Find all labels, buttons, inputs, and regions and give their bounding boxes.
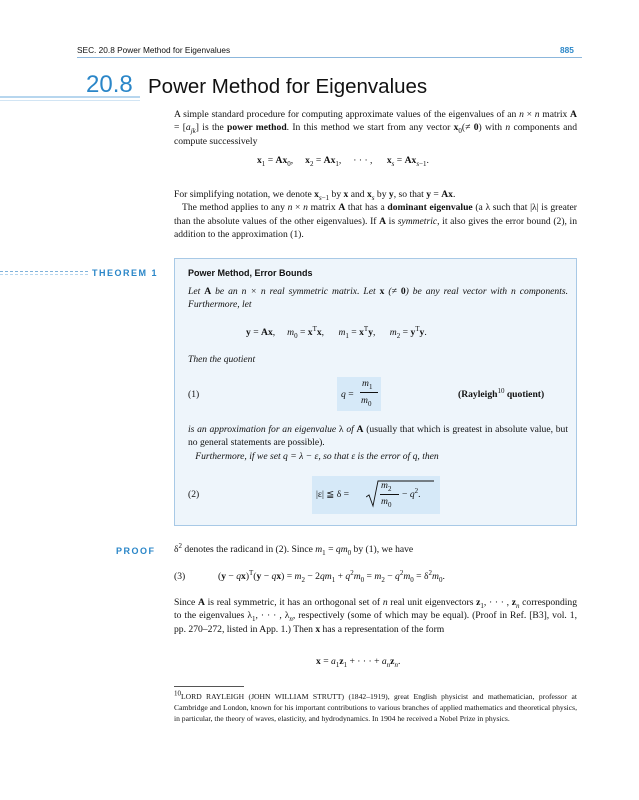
proof-intro: $\delta^2$ denotes the radicand in (2). Since $m_1 = qm_0$ by (1), we have xyxy=(174,541,414,557)
eq1-number: (1) xyxy=(188,389,200,400)
eq2-denominator: $m_0$ xyxy=(381,496,392,509)
section-rule-thin xyxy=(0,100,140,101)
rayleigh-suffix: quotient) xyxy=(504,389,545,400)
theorem-rule xyxy=(0,271,88,272)
simplify-paragraph: For simplifying notation, we denote $x_{s-1}$ by x and $x_s$ by y, so that y = Ax. The method applies to any n × n matrix A that has a dominant eigenvalue (a λ such that |λ| is greater than the absolute values of the other eigenvalues). If A is symmetric, it also gives the error bound (2), in addition to the approximation (1). xyxy=(174,189,578,240)
section-title: Power Method for Eigenvalues xyxy=(148,75,428,98)
eq2-sqrt xyxy=(366,478,436,508)
eq2-lhs: |ε| ≦ δ = xyxy=(316,489,350,500)
running-head: SEC. 20.8 Power Method for Eigenvalues xyxy=(77,45,231,55)
footnote-rule xyxy=(174,686,244,687)
eq1-denominator: $m_0$ xyxy=(361,395,372,408)
theorem-statement: Let A be an n × n real symmetric matrix. Let x (≠ 0) be any real vector with n components. Furthermore, let xyxy=(188,286,568,311)
eq2-numerator: $m_2$ xyxy=(381,480,392,493)
eq1-lhs: q = xyxy=(341,389,354,400)
eq1-numerator: $m_1$ xyxy=(362,378,373,391)
then-quotient-text: Then the quotient xyxy=(188,354,256,365)
eq3-body: $(y - qx)^T(y - qx) = m_2 - 2qm_1 + q^2m_0 = m_2 - q^2m_0 = \delta^2m_0$. xyxy=(218,568,445,584)
rayleigh-name: Rayleigh xyxy=(461,389,498,400)
eq1-fraction-bar xyxy=(360,392,378,393)
section-number: 20.8 xyxy=(86,71,133,98)
iteration-equation: $x_1 = Ax_0$, $x_2 = Ax_1$, · · · , $x_s = Ax_{s-1}$. xyxy=(257,155,429,168)
intro-paragraph: A simple standard procedure for computing approximate values of the eigenvalues of an n × n matrix $A = [a_{jk}]$ is the power method. In this method we start from any vector $x_0(\ne 0)$ with n components and compute successively xyxy=(174,109,578,147)
eq3-number: (3) xyxy=(174,571,186,582)
footnote xyxy=(174,689,577,724)
proof-label: PROOF xyxy=(116,546,156,556)
theorem-approximation: is an approximation for an eigenvalue λ of A (usually that which is greatest in absolute value, but no general statements are possible). Furthermore, if we set q = λ − ε, so that ε is the error of q, then xyxy=(188,424,568,462)
header-rule xyxy=(77,57,582,58)
rayleigh-quotient-label: (Rayleigh$^{10}$ quotient) xyxy=(458,386,545,400)
eq2-rhs: − $q^2$. xyxy=(402,486,421,500)
eq2-number: (2) xyxy=(188,489,200,500)
theorem-label: THEOREM 1 xyxy=(92,268,159,278)
proof-paragraph: Since A is real symmetric, it has an orthogonal set of n real unit eigenvectors $z_1$, · · · , $z_n$ corresponding to the eigenvalues $\lambda_1$, · · · , $\lambda_n$, respectively (some of which may be equal). (Proof in Ref. [B3], vol. 1, pp. 270–272, listed in App. 1.) Then x has a representation of the form xyxy=(174,597,578,635)
footnote-text: LORD RAYLEIGH (JOHN WILLIAM STRUTT) (1842–1919), great English physicist and mathematician, professor at Cambridge and London, known for his important contributions to various branches of applied mathematics and theoretical physics, in particular, the theory of waves, elasticity, and hydrodynamics. In 1904 he received a Nobel Prize in physics. xyxy=(174,692,577,723)
rayleigh-footnote-mark: 10 xyxy=(497,386,505,395)
theorem-definitions: y = Ax, $m_0 = x^Tx$, $m_1 = x^Ty$, $m_2 = y^Ty$. xyxy=(246,324,427,340)
footnote-number: 10 xyxy=(174,689,181,698)
representation-equation: $x = a_1z_1$ + · · · + $a_nz_n$. xyxy=(316,656,401,669)
eq2-fraction-bar xyxy=(380,494,399,495)
theorem-rule-secondary xyxy=(0,274,88,275)
theorem-title: Power Method, Error Bounds xyxy=(188,268,313,278)
page-number: 885 xyxy=(560,45,574,55)
